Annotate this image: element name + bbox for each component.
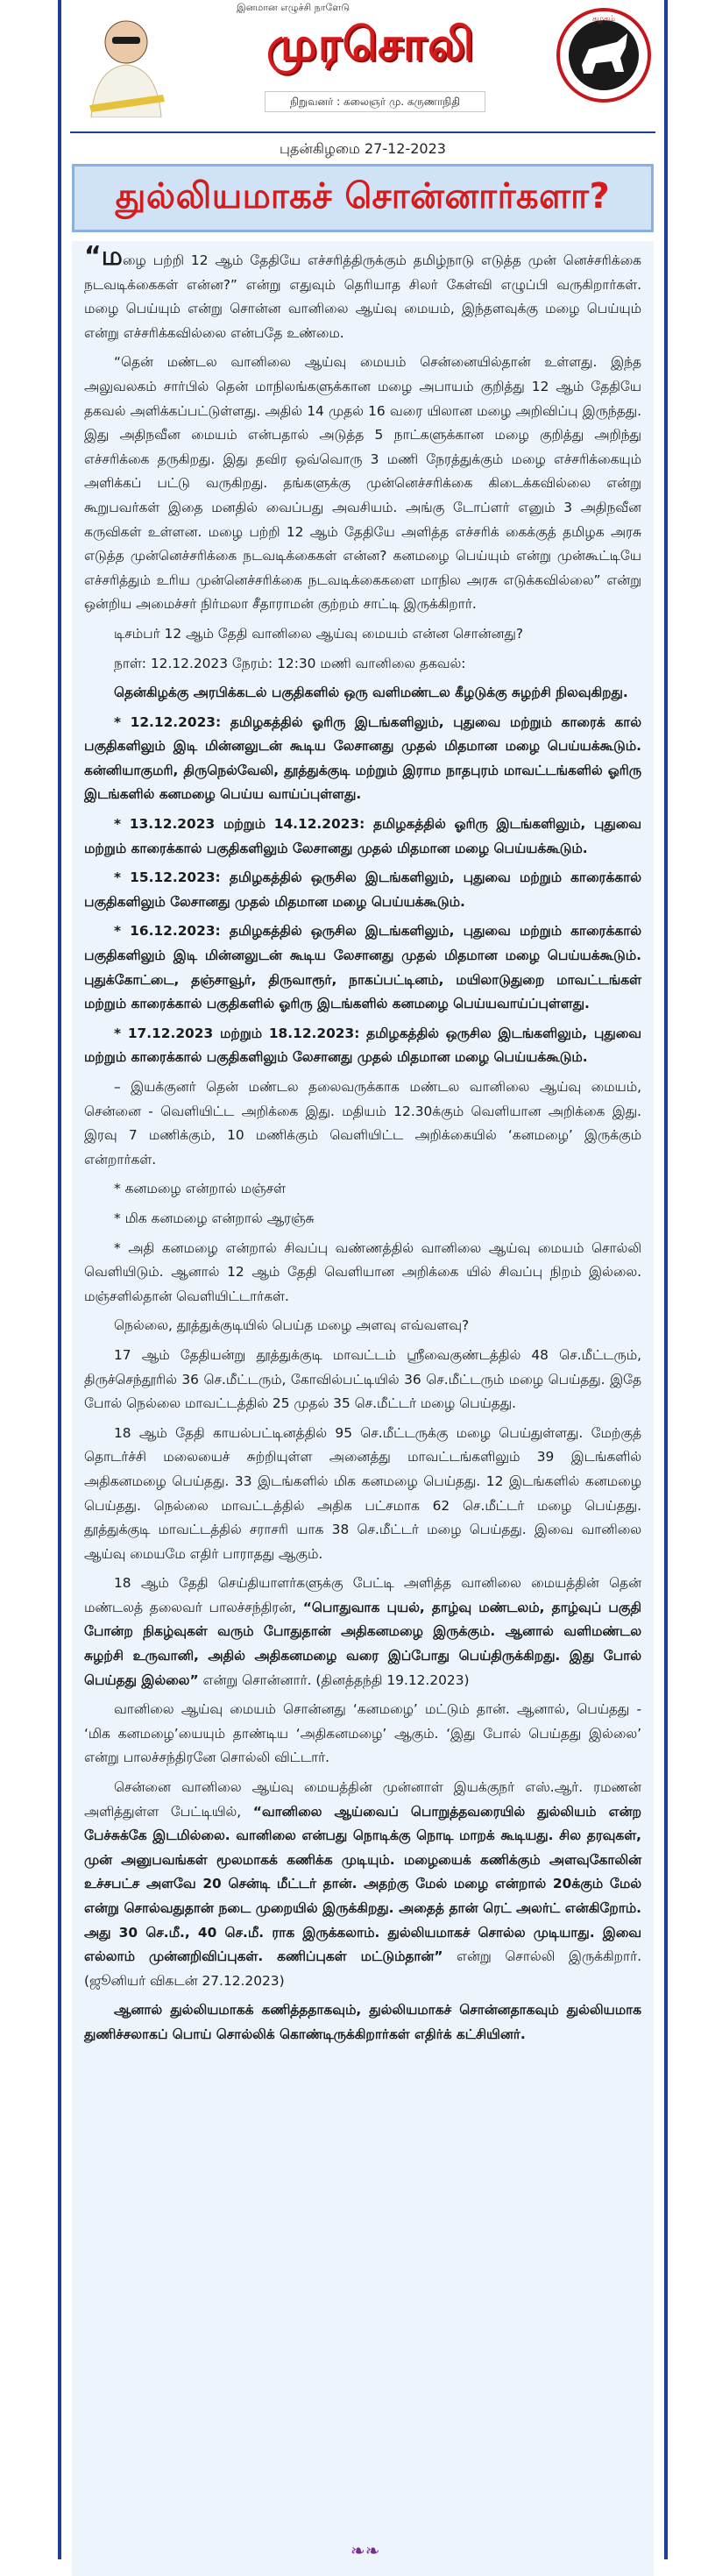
forecast-bullet: * 12.12.2023: தமிழகத்தில் ஓரிரு இடங்களிலும், புதுவை மற்றும் காரைக் கால் பகுதிகளிலும் இடி மின்னலுடன் கூடிய லேசானது முதல் மிதமான மழை பெய்யக்கூடும். கன்னியாகுமரி, திருநெல்வேலி, தூத்துக்குடி மற்றும் இராம நாதபுரம் மாவட்டங்களில் ஓரிரு இடங்களில் கனமழை பெய்ய வாய்ப்புள்ளது. xyxy=(84,713,641,803)
question-1: டிசம்பர் 12 ஆம் தேதி வானிலை ஆய்வு மையம் என்ன சொன்னது? xyxy=(114,625,523,642)
party-seal-icon xyxy=(556,7,652,103)
forecast-bullet: * 15.12.2023: தமிழகத்தில் ஒருசில இடங்களிலும், புதுவை மற்றும் காரைக்கால் பகுதிகளிலும் லேசானது முதல் மிதமான மழை பெய்யக்கூடும். xyxy=(84,869,641,910)
end-ornament-icon: ❧❧ xyxy=(350,2540,380,2561)
founder-line: நிறுவனர் : கலைஞர் மு. கருணாநிதி xyxy=(265,91,485,112)
intro-paragraph xyxy=(84,241,641,345)
intro-text: ழை பற்றி 12 ஆம் தேதியே எச்சரித்திருக்கும் தமிழ்நாடு எடுத்த முன் னெச்சரிக்கை நடவடிக்கைகள் என்ன?” என்று எதுவும் தெரியாத சிலர் கேள்வி எழுப்பி வருகிறார்கள். மழை பெய்யும் என்று சொன்ன வானிலை ஆய்வு மையம், இந்தளவுக்கு மழை பெய்யும் என்று எச்சரிக்கவில்லை என்பதே உண்மை. xyxy=(84,252,641,341)
drop-cap: “ம xyxy=(84,241,123,272)
paragraph-7: வானிலை ஆய்வு மையம் சொன்னது ‘கனமழை’ மட்டும் தான். ஆனால், பெய்தது - ‘மிக கனமழை’யையும் தாண்டிய ‘அதிகனமழை’ ஆகும். ‘இது போல் பெய்தது இல்லை’ என்று பாலச்சந்திரனே சொல்லி விட்டார். xyxy=(84,1701,641,1766)
report-meta: நாள்: 12.12.2023 நேரம்: 12:30 மணி வானிலை தகவல்: xyxy=(114,655,466,671)
forecast-bullet: * 17.12.2023 மற்றும் 18.12.2023: தமிழகத்தில் ஒருசில இடங்களிலும், புதுவை மற்றும் காரைக்கால் பகுதிகளிலும் லேசானது முதல் மிதமான மழை பெய்யக்கூடும். xyxy=(84,1025,641,1066)
founder-portrait-icon xyxy=(74,7,179,117)
masthead-logo xyxy=(226,12,515,82)
p8-source: என்று சொல்லி இருக்கிறார். (ஜூனியர் விகடன் 27.12.2023) xyxy=(84,1948,642,1989)
paragraph-2: – இயக்குனர் தென் மண்டல தலைவருக்காக மண்டல வானிலை ஆய்வு மையம், சென்னை - வெளியிட்ட அறிக்கை இது. மதியம் 12.30க்கும் வெளியான அறிக்கை இது. இரவு 7 மணிக்கும், 10 மணிக்கும் வெளியிட்ட அறிக்கையில் ‘கனமழை’ இருக்கும் என்றார்கள். xyxy=(84,1079,641,1167)
forecast-bullet: * 16.12.2023: தமிழகத்தில் ஒருசில இடங்களிலும், புதுவை மற்றும் காரைக்கால் பகுதிகளிலும் இடி மின்னலுடன் கூடிய லேசானது முதல் மிதமான மழை பெய்யக்கூடும். புதுக்கோட்டை, தஞ்சாவூர், திருவாரூர், நாகப்பட்டினம், மயிலாடுதுறை மாவட்டங்கள் மற்றும் காரைக்கால் பகுதிகளில் ஓரிரு இடங்களில் கனமழை பெய்யவாய்ப்புள்ளது. xyxy=(84,923,641,1012)
logo-text: முரசொலி xyxy=(266,18,475,71)
paragraph-4: 17 ஆம் தேதியன்று தூத்துக்குடி மாவட்டம் ஸ்ரீவைகுண்டத்தில் 48 செ.மீட்டரும், திருச்செந்தூரில் 36 செ.மீட்டரும், கோவில்பட்டியில் 36 செ.மீட்டரும் மழை பெய்தது. இதே போல் நெல்லை மாவட்டத்தில் 25 முதல் 35 செ.மீட்டர் மழை பெய்தது. xyxy=(84,1346,641,1412)
headline-box xyxy=(72,164,654,232)
newspaper-page xyxy=(58,0,668,2559)
legend-yellow: * கனமழை என்றால் மஞ்சள் xyxy=(114,1181,287,1197)
masthead xyxy=(70,0,655,133)
article-body xyxy=(72,241,654,2576)
closing-paragraph: ஆனால் துல்லியமாகக் கணித்ததாகவும், துல்லியமாகச் சொன்னதாகவும் துல்லியமாக துணிச்சலாகப் பொய் சொல்லிக் கொண்டிருக்கிறார்கள் எதிர்க் கட்சியினர். xyxy=(84,2002,641,2042)
p8-text: சென்னை வானிலை ஆய்வு மையத்தின் முன்னாள் இயக்குநர் எஸ்.ஆர். ரமணன் அளித்துள்ள பேட்டியில், xyxy=(84,1779,641,1820)
paragraph-1: “தென் மண்டல வானிலை ஆய்வு மையம் சென்னையில்தான் உள்ளது. இந்த அலுவலகம் சார்பில் தென் மாநிலங்களுக்கான மழை அபாயம் குறித்து 12 ஆம் தேதியே தகவல் அளிக்கப்பட்டுள்ளது. அதில் 14 முதல் 16 வரை யிலான மழை அறிவிப்பு இருந்தது. இது அதிநவீன மையம் என்பதால் அடுத்த 5 நாட்களுக்கான மழை குறித்து அறிந்து எச்சரிக்கை தருகிறது. இது தவிர ஒவ்வொரு 3 மணி நேரத்துக்கும் மழை எச்சரிக்கையும் அளிக்கப் பட்டு வருகிறது. தங்களுக்கு முன்னெச்சரிக்கை கிடைக்கவில்லை என்று கூறுபவர்கள் இதை மனதில் வைப்பது அவசியம். அங்கு டோப்ளர் எனும் 3 அதிநவீன கருவிகள் உள்ளன. மழை பற்றி 12 ஆம் தேதியே அளித்த எச்சரிக் கைக்குத் தமிழக அரசு எடுத்த முன்னெச்சரிக்கை நடவடிக்கைகள் என்ன? கனமழை பெய்யும் என்று முன்கூட்டியே எச்சரித்தும் உரிய முன்னெச்சரிக்கை நடவடிக்கைகளை மாநில அரசு எடுக்கவில்லை” என்று ஒன்றிய அமைச்சர் நிர்மலா சீதாராமன் குற்றம் சாட்டி இருக்கிறார். xyxy=(84,354,641,613)
question-2: நெல்லை, தூத்துக்குடியில் பெய்த மழை அளவு எவ்வளவு? xyxy=(114,1317,470,1334)
issue-date: புதன்கிழமை 27-12-2023 xyxy=(280,140,446,157)
paragraph-3: * அதி கனமழை என்றால் சிவப்பு வண்ணத்தில் வானிலை ஆய்வு மையம் சொல்லி வெளியிடும். ஆனால் 12 ஆம் தேதி வெளியான அறிக்கை யில் சிவப்பு நிறம் இல்லை. மஞ்சளில்தான் வெளியிட்டார்கள். xyxy=(84,1239,641,1304)
legend-orange: * மிக கனமழை என்றால் ஆரஞ்சு xyxy=(114,1210,315,1226)
headline: துல்லியமாகச் சொன்னார்களா? xyxy=(115,175,611,216)
paragraph-8 xyxy=(84,1776,641,1993)
paragraph-5: 18 ஆம் தேதி காயல்பட்டினத்தில் 95 செ.மீட்டருக்கு மழை பெய்துள்ளது. மேற்குத் தொடர்ச்சி மலையைச் சுற்றியுள்ள அனைத்து மாவட்டங்களிலும் 39 இடங்களில் அதிகனமழை பெய்தது. 33 இடங்களில் மிக கனமழை பெய்தது. 12 இடங்களில் கனமழை பெய்தது. நெல்லை மாவட்டத்தில் அதிக பட்சமாக 62 செ.மீட்டர் மழை பெய்தது. தூத்துக்குடி மாவட்டத்தில் சராசரி யாக 38 செ.மீட்டர் மழை பெய்தது. இவை வானிலை ஆய்வு மையமே எதிர் பாராதது ஆகும். xyxy=(84,1424,641,1562)
p6-source: என்று சொன்னார். (தினத்தந்தி 19.12.2023) xyxy=(198,1671,470,1688)
p6-text: 18 ஆம் தேதி செய்தியாளர்களுக்கு பேட்டி அளித்த வானிலை மையத்தின் தென் மண்டலத் தலைவர் பாலச்சந்திரன், xyxy=(84,1575,641,1615)
p6-quote: “பொதுவாக புயல், தாழ்வு மண்டலம், தாழ்வுப் பகுதி போன்ற நிகழ்வுகள் வரும் போதுதான் அதிகனமழை இருக்கும். ஆனால் வளிமண்டல சுழற்சி உருவானி, அதில் அதிகனமழை வரை இப்போது பெய்திருக்கிறது. இது போல் பெய்தது இல்லை” xyxy=(84,1599,641,1688)
p8-quote: “வானிலை ஆய்வைப் பொறுத்தவரையில் துல்லியம் என்ற பேச்சுக்கே இடமில்லை. வானிலை என்பது நொடிக்கு நொடி மாறக் கூடியது. சில தரவுகள், முன் அனுபவங்கள் மூலமாகக் கணிக்க முடியும். மழையைக் கணிக்கும் அளவுகோலின் உச்சபட்ச அளவே 20 சென்டி மீட்டர் தான். அதற்கு மேல் மழை என்றால் 20க்கும் மேல் என்று சொல்வதுதான் நடை முறையில் இருக்கிறது. அதைத் தான் ரெட் அலர்ட் என்கிறோம். அது 30 செ.மீ., 40 செ.மீ. ராக இருக்கலாம். துல்லியமாகச் சொல்ல முடியாது. இவை எல்லாம் முன்னறிவிப்புகள். கணிப்புகள் மட்டும்தான்” xyxy=(84,1803,641,1965)
lead-bold: தென்கிழக்கு அரபிக்கடல் பகுதிகளில் ஒரு வளிமண்டல கீழடுக்கு சுழற்சி நிலவுகிறது. xyxy=(114,685,628,701)
forecast-bullet: * 13.12.2023 மற்றும் 14.12.2023: தமிழகத்தில் ஓரிரு இடங்களிலும், புதுவை மற்றும் காரைக்கால் பகுதிகளிலும் லேசானது முதல் மிதமான மழை பெய்யக்கூடும். xyxy=(84,816,641,856)
paragraph-6 xyxy=(84,1572,641,1692)
masthead-tagline: இனமான எழுச்சி நாளேடு xyxy=(237,2,350,13)
seal-text: கழகம் xyxy=(592,15,615,24)
